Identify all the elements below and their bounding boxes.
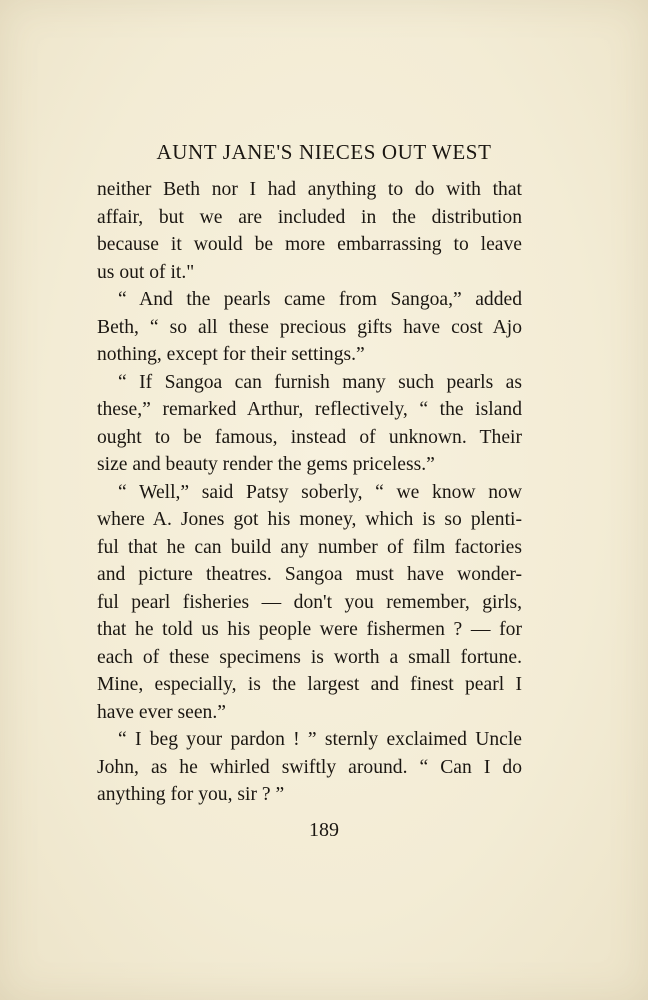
text-line: “ I beg your pardon ! ” sternly exclaimed Uncle — [118, 729, 522, 750]
text-line: neither Beth nor I had anything to do with that — [97, 179, 522, 200]
text-line: ought to be famous, instead of unknown. Their — [97, 426, 522, 448]
paragraph — [97, 286, 522, 369]
text-line: ful pearl fisheries — don't you remember, girls, — [97, 591, 522, 613]
text-line: size and beauty render the gems priceless.” — [97, 454, 435, 475]
text-line: Beth, “ so all these precious gifts have cost Ajo — [97, 316, 522, 338]
text-line: these,” remarked Arthur, reflectively, “ the island — [97, 399, 522, 420]
paragraph — [97, 176, 522, 286]
paragraph — [97, 479, 522, 727]
text-line: each of these specimens is worth a small fortune. — [97, 646, 522, 668]
paragraph — [97, 369, 522, 479]
text-line: anything for you, sir ? ” — [97, 784, 285, 805]
text-line: nothing, except for their settings.” — [97, 344, 365, 365]
text-line: John, as he whirled swiftly around. “ Can I do — [97, 756, 522, 778]
text-line: “ If Sangoa can furnish many such pearls as — [118, 371, 522, 393]
text-line: “ Well,” said Patsy soberly, “ we know now — [118, 481, 522, 503]
text-line: that he told us his people were fishermen ? — for — [97, 619, 522, 640]
page-number: 189 — [309, 819, 339, 841]
text-line: and picture theatres. Sangoa must have wonder- — [97, 564, 522, 585]
text-line: because it would be more embarrassing to leave — [97, 234, 522, 255]
text-line: ful that he can build any number of film factories — [97, 536, 522, 558]
body-text — [97, 176, 522, 809]
text-line: us out of it." — [97, 261, 195, 283]
text-line: “ And the pearls came from Sangoa,” added — [118, 289, 522, 310]
text-line: have ever seen.” — [97, 701, 226, 723]
paragraph — [97, 726, 522, 809]
text-line: affair, but we are included in the distribution — [97, 206, 522, 228]
running-head: AUNT JANE'S NIECES OUT WEST — [156, 140, 492, 164]
text-line: Mine, especially, is the largest and finest pearl I — [97, 674, 522, 695]
text-line: where A. Jones got his money, which is so plenti- — [97, 509, 522, 530]
